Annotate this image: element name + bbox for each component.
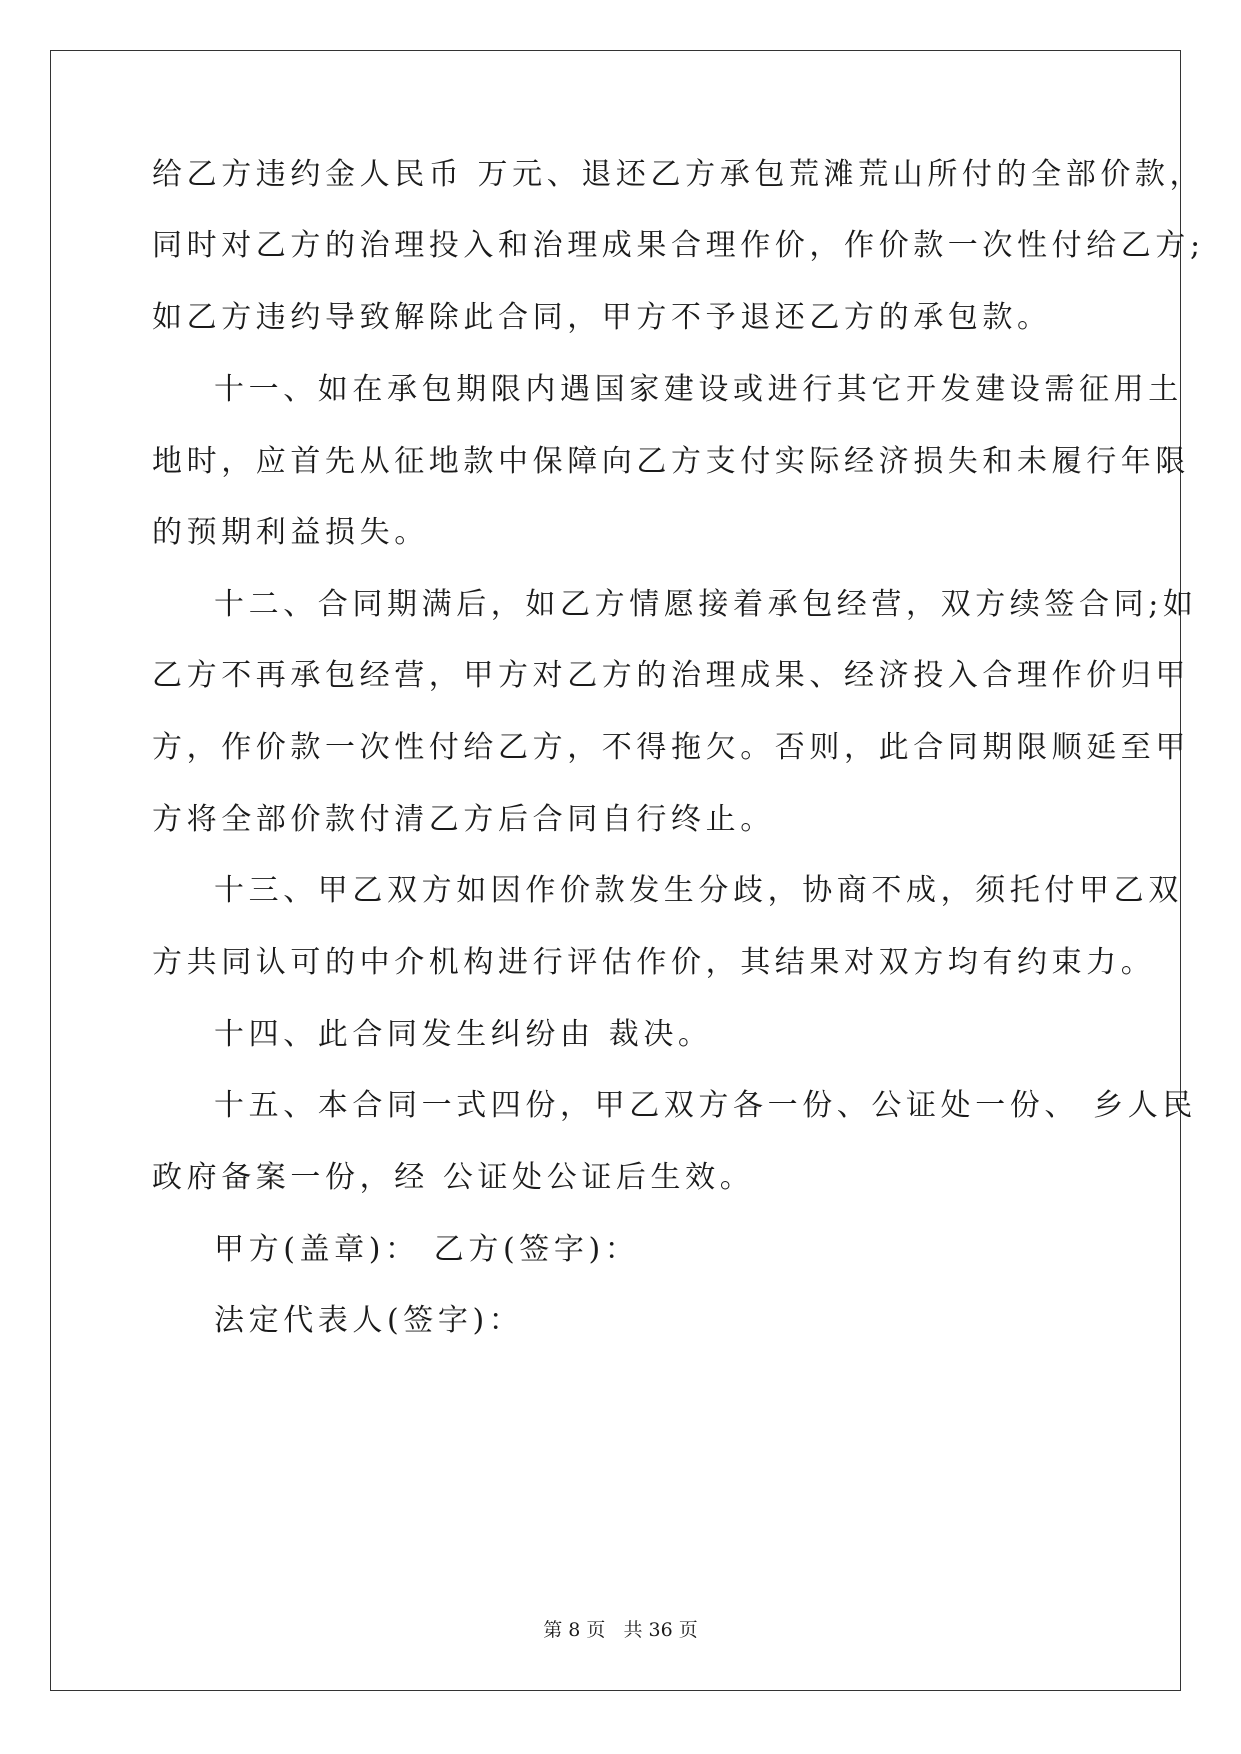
text-line: 方共同认可的中介机构进行评估作价，其结果对双方均有约束力。 bbox=[152, 945, 1156, 980]
text-line: 十一、如在承包期限内遇国家建设或进行其它开发建设需征用土 bbox=[214, 372, 1183, 407]
text-line: 方，作价款一次性付给乙方，不得拖欠。否则，此合同期限顺延至甲 bbox=[152, 730, 1190, 765]
text-line: 政府备案一份，经 公证处公证后生效。 bbox=[152, 1160, 755, 1195]
text-line: 十二、合同期满后，如乙方情愿接着承包经营，双方续签合同;如 bbox=[214, 587, 1198, 622]
signature-line-parties: 甲方(盖章)： 乙方(签字)： bbox=[214, 1232, 640, 1267]
text-line: 方将全部价款付清乙方后合同自行终止。 bbox=[152, 802, 775, 837]
text-line: 十四、此合同发生纠纷由 裁决。 bbox=[214, 1017, 713, 1052]
text-line: 给乙方违约金人民币 万元、退还乙方承包荒滩荒山所付的全部价款， bbox=[152, 157, 1205, 192]
text-line: 的预期利益损失。 bbox=[152, 515, 429, 550]
text-line: 同时对乙方的治理投入和治理成果合理作价，作价款一次性付给乙方; bbox=[152, 228, 1205, 263]
text-line: 地时，应首先从征地款中保障向乙方支付实际经济损失和未履行年限 bbox=[152, 444, 1190, 479]
signature-line-representative: 法定代表人(签字)： bbox=[214, 1303, 524, 1338]
text-line: 十三、甲乙双方如因作价款发生分歧，协商不成，须托付甲乙双 bbox=[214, 873, 1183, 908]
text-line: 乙方不再承包经营，甲方对乙方的治理成果、经济投入合理作价归甲 bbox=[152, 658, 1190, 693]
page-number-footer: 第 8 页 共 36 页 bbox=[543, 1619, 698, 1641]
text-line: 十五、本合同一式四份，甲乙双方各一份、公证处一份、 乡人民 bbox=[214, 1088, 1197, 1123]
text-line: 如乙方违约导致解除此合同，甲方不予退还乙方的承包款。 bbox=[152, 300, 1052, 335]
